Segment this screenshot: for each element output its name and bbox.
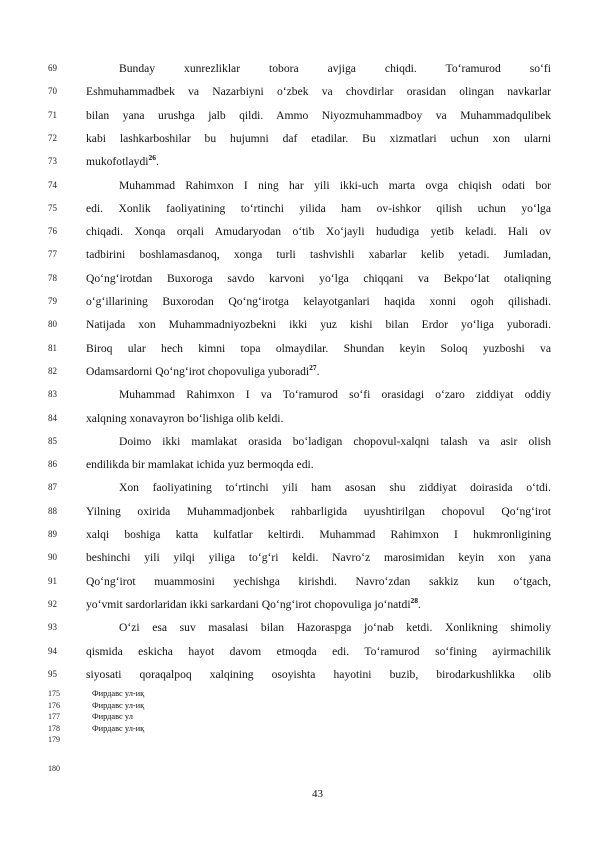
line-number: 75 (48, 202, 57, 213)
text-line: xalqi boshiga katta kulfatlar keltirdi. Muhammad Rahimxon I hukmronligining (86, 528, 551, 541)
line-number: 180 (48, 764, 60, 773)
line-number: 80 (48, 319, 57, 330)
text-line: xalqning xonavayron bo‘lishiga olib keldi. (86, 411, 284, 425)
line-number: 92 (48, 598, 57, 609)
line-number: 73 (48, 156, 57, 167)
line-number: 88 (48, 505, 57, 516)
text-line (86, 150, 551, 173)
text-line: edi. Xonlik faoliyatining to‘rtinchi yilida ham ov-ishkor qilish uchun yo‘lga (86, 201, 551, 215)
footnote-ref[interactable]: 28 (410, 596, 419, 606)
text-line: Xon faoliyatining to‘rtinchi yili ham asosan shu ziddiyat doirasida o‘tdi. (119, 481, 551, 495)
text-line: Muhammad Rahimxon I va To‘ramurod so‘fi orasidagi o‘zaro ziddiyat oddiy (119, 388, 551, 402)
text-line: Muhammad Rahimxon I ning har yili ikki-uch marta ovga chiqish odati bor (119, 178, 551, 192)
text-line: o‘g‘illarining Buxorodan Qo‘ng‘irotga kelayotganlari haqida xonni ogoh qilishadi. (86, 295, 551, 308)
text-line: Yilning oxirida Muhammadjonbek rahbarligida uyushtirilgan chopovul Qo‘ng‘irot (86, 504, 551, 518)
text-line: Natijada xon Muhammadniyozbekni ikki yuz kishi bilan Erdor yo‘liga yuboradi. (86, 318, 551, 332)
footnote-ref[interactable]: 27 (309, 363, 317, 373)
line-number: 81 (48, 342, 57, 353)
footnote: Фирдавс ул-иқ (92, 723, 145, 733)
text-line: chiqadi. Xonqa orqali Amudaryodan o‘tib Xo‘jayli hududiga yetib keladi. Hali ov (86, 225, 551, 239)
text-line-content: yo‘vmit sardorlaridan ikki sarkardani Qo‘ng‘irot chopovuliga jo‘natdi (86, 597, 411, 611)
text-line (86, 360, 551, 383)
line-number: 179 (48, 735, 60, 744)
line-number: 74 (48, 179, 57, 190)
line-number: 93 (48, 622, 57, 633)
sentence-end: . (418, 597, 421, 611)
text-line: endilikda bir mamlakat ichida yuz bermoqda edi. (86, 458, 314, 472)
text-line: qismida eskicha hayot davom etmoqda edi. To‘ramurod so‘fining ayirmachilik (86, 644, 551, 658)
page-number: 43 (312, 788, 323, 800)
line-number: 178 (48, 723, 60, 733)
line-number: 89 (48, 529, 57, 539)
line-number: 86 (48, 459, 57, 470)
text-line: Qo‘ng‘irot muammosini yechishga kirishdi. Navro‘zdan sakkiz kun o‘tgach, (86, 574, 551, 588)
text-line: Qo‘ng‘irotdan Buxoroga savdo karvoni yo‘lga chiqqani va Bekpo‘lat otaliqning (86, 271, 551, 285)
text-line-content: mukofotlaydi (86, 155, 149, 169)
line-number: 71 (48, 109, 57, 120)
line-number: 79 (48, 296, 57, 306)
line-number: 70 (48, 86, 57, 97)
footnote: Фирдавс ул-иқ (92, 689, 145, 698)
line-number: 77 (48, 249, 57, 260)
text-line: Doimo ikki mamlakat orasida bo‘ladigan chopovul-xalqni talash va asir olish (119, 434, 551, 448)
line-number: 176 (48, 700, 60, 710)
line-number: 175 (48, 689, 60, 698)
line-number: 78 (48, 272, 57, 283)
line-number: 90 (48, 552, 57, 563)
line-number: 91 (48, 575, 57, 586)
line-number: 83 (48, 389, 57, 400)
text-line: Bunday xunrezliklar tobora avjiga chiqdi. To‘ramurod so‘fi (119, 62, 551, 75)
line-number: 84 (48, 412, 57, 423)
text-line: O‘zi esa suv masalasi bilan Hazoraspga jo‘nab ketdi. Xonlikning shimoliy (119, 621, 551, 635)
line-number: 76 (48, 226, 57, 237)
text-line-content: Odamsardorni Qo‘ng‘irot chopovuliga yuboradi (86, 364, 310, 378)
text-line: siyosati qoraqalpoq xalqining osoyishta hayotini buzib, birodarkushlikka olib (86, 667, 551, 681)
text-line: tadbirini boshlamasdanoq, xonga turli tashvishli xabarlar kelib yetadi. Jumladan, (86, 248, 551, 262)
line-number: 95 (48, 668, 57, 679)
line-number: 177 (48, 712, 60, 721)
text-line: kabi lashkarboshilar bu hujumni daf etadilar. Bu xizmatlari uchun xon ularni (86, 131, 551, 145)
line-number: 82 (48, 365, 57, 376)
text-line: bilan yana urushga jalb qildi. Ammo Niyozmuhammadboy va Muhammadqulibek (86, 108, 551, 122)
line-number: 69 (48, 63, 57, 73)
sentence-end: . (155, 155, 159, 169)
footnote-ref[interactable]: 26 (148, 153, 156, 163)
line-number: 85 (48, 435, 57, 446)
line-number: 87 (48, 482, 57, 493)
text-line: beshinchi yili yilqi yiliga to‘g‘ri keldi. Navro‘z marosimidan keyin xon yana (86, 551, 551, 565)
line-number: 72 (48, 132, 57, 143)
line-number: 94 (48, 645, 57, 656)
footnote: Фирдавс ул (92, 712, 133, 721)
text-line: Eshmuhammadbek va Nazarbiyni o‘zbek va chovdirlar orasidan olingan navkarlar (86, 85, 551, 99)
sentence-end: . (316, 364, 320, 378)
text-line (86, 593, 551, 616)
footnote: Фирдавс ул-иқ (92, 700, 145, 710)
text-line: Biroq ular hech kimni topa olmaydilar. Shundan keyin Soloq yuzboshi va (86, 341, 551, 355)
